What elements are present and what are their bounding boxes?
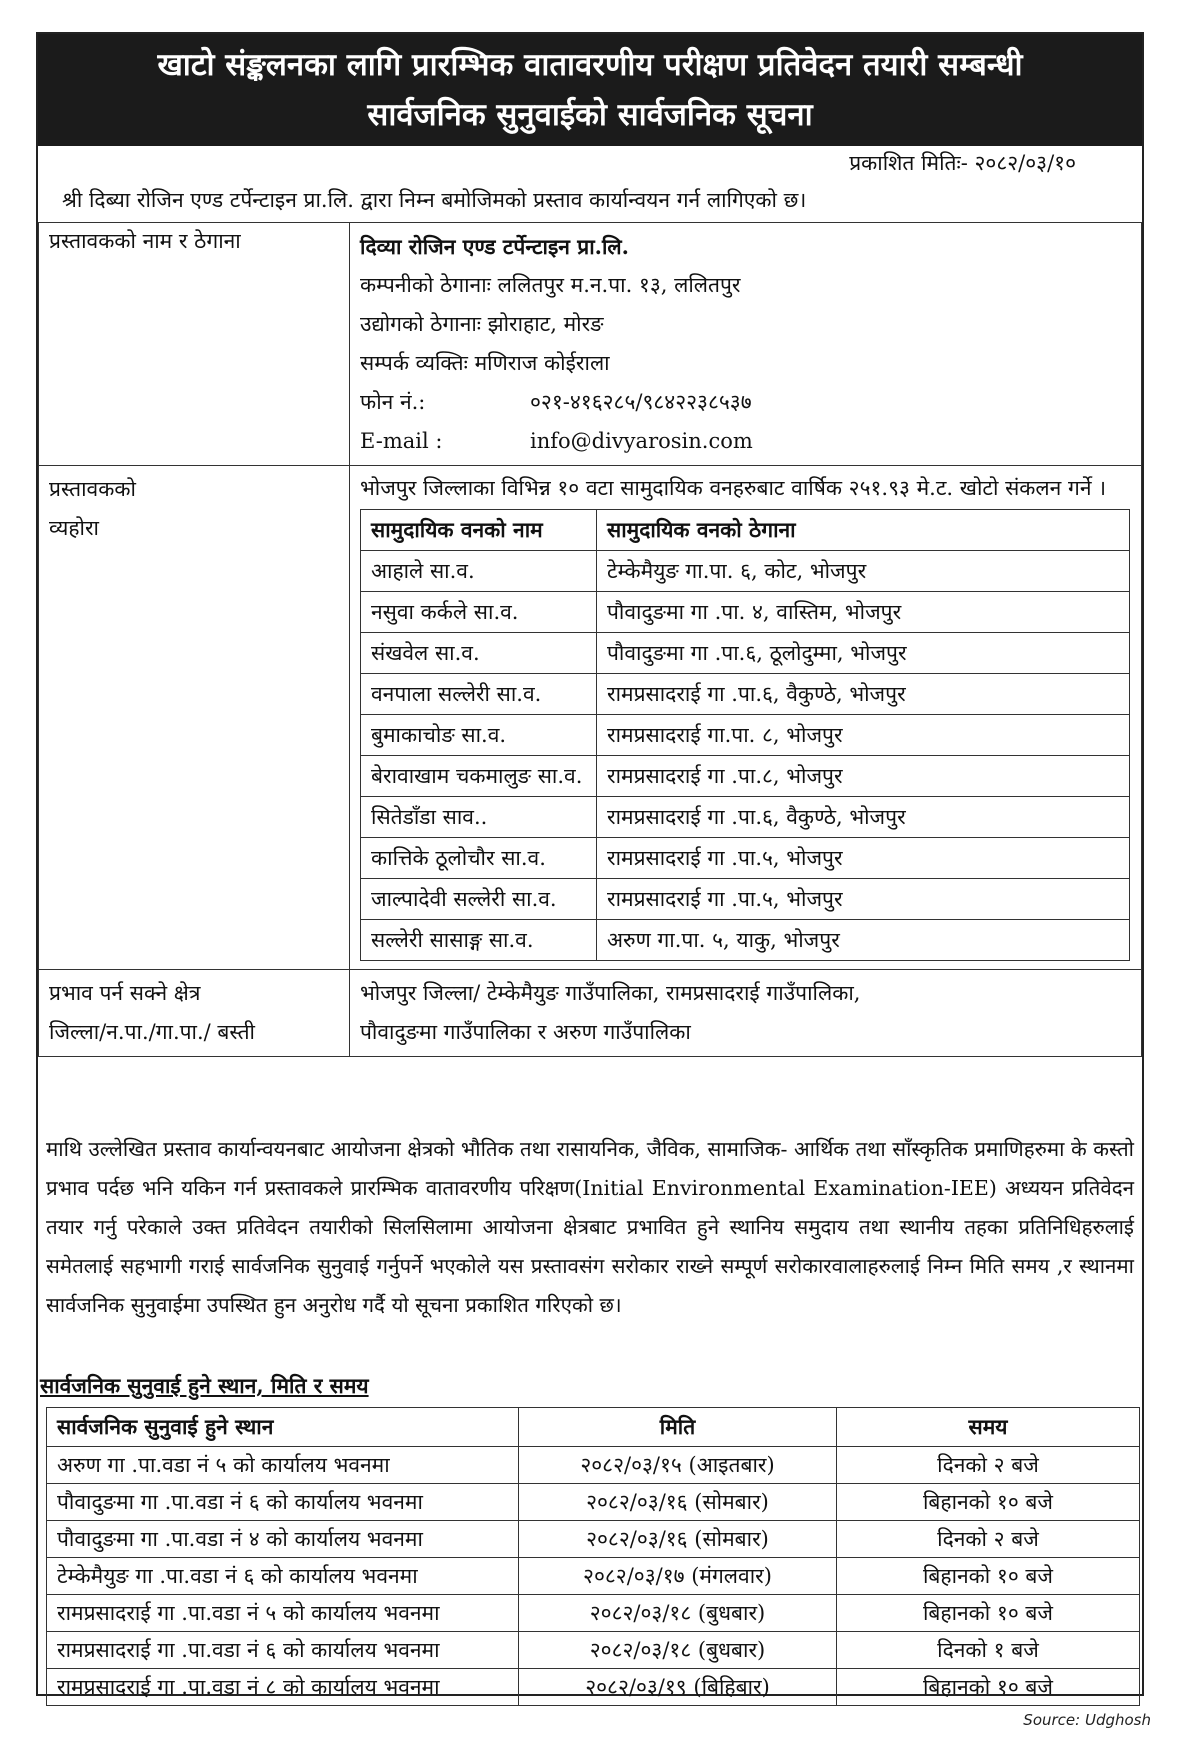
title-banner — [38, 34, 1142, 146]
forest-address: रामप्रसादराई गा .पा.५, भोजपुर — [597, 879, 1130, 920]
forest-address: पौवादुङमा गा .पा. ४, वास्तिम, भोजपुर — [597, 592, 1130, 633]
hearing-time: दिनको २ बजे — [837, 1447, 1140, 1484]
email-line — [360, 422, 1131, 461]
title-line-2: सार्वजनिक सुनुवाईको सार्वजनिक सूचना — [367, 97, 813, 133]
company-address: कम्पनीको ठेगानाः ललितपुर म.न.पा. १३, ललितपुर — [360, 273, 741, 297]
forest-address: रामप्रसादराई गा.पा. ८, भोजपुर — [597, 715, 1130, 756]
hearing-rows — [47, 1447, 1140, 1706]
forest-row — [361, 838, 1130, 879]
proponent-details — [350, 223, 1142, 466]
hearing-date: २०८२/०३/१८ (बुधबार) — [519, 1632, 837, 1669]
forest-name: जाल्पादेवी सल्लेरी सा.व. — [361, 879, 597, 920]
forest-header-address: सामुदायिक वनको ठेगाना — [597, 510, 1130, 551]
hearing-time: दिनको २ बजे — [837, 1521, 1140, 1558]
affected-area-row — [39, 970, 1142, 1057]
source-credit: Source: Udghosh — [1023, 1711, 1151, 1729]
hearing-place: पौवादुङमा गा .पा.वडा नं ४ को कार्यालय भवनमा — [47, 1521, 519, 1558]
forest-address: पौवादुङमा गा .पा.६, ठूलोदुम्मा, भोजपुर — [597, 633, 1130, 674]
forest-name: सल्लेरी सासाङ्ग सा.व. — [361, 920, 597, 961]
hearing-place: रामप्रसादराई गा .पा.वडा नं ५ को कार्यालय भवनमा — [47, 1595, 519, 1632]
forest-address: रामप्रसादराई गा .पा.६, वैकुण्ठे, भोजपुर — [597, 674, 1130, 715]
forest-row — [361, 920, 1130, 961]
hearing-time: बिहानको १० बजे — [837, 1669, 1140, 1706]
forest-name: नसुवा कर्कले सा.व. — [361, 592, 597, 633]
hearing-heading: सार्वजनिक सुनुवाई हुने स्थान, मिति र समय — [40, 1373, 369, 1398]
notice-paragraph: माथि उल्लेखित प्रस्ताव कार्यान्वयनबाट आयोजना क्षेत्रको भौतिक तथा रासायनिक, जैविक, सामाजिक- आर्थिक तथा साँस्कृतिक प्रमाणिहरुमा के कस्तो प्रभाव पर्दछ भनि यकिन गर्न प्रस्तावकले प्रारम्भिक वातावरणीय परिक्षण(Initial Environmental Examination-IEE) अध्ययन प्रतिवेदन तयार गर्नु परेकाले उक्त प्रतिवेदन तयारीको सिलसिलामा आयोजना क्षेत्रबाट प्रभावित हुने स्थानिय समुदाय तथा स्थानीय तहका प्रतिनिधिहरुलाई समेतलाई सहभागी गराई सार्वजनिक सुनुवाई गर्नुपर्ने भएकोले यस प्रस्तावसंग सरोकार राख्ने सम्पूर्ण सरोकारवालाहरुलाई निम्न मिति समय ,र स्थानमा सार्वजनिक सुनुवाईमा उपस्थित हुन अनुरोध गर्दै यो सूचना प्रकाशित गरिएको छ। — [46, 1137, 1134, 1317]
forest-table — [360, 509, 1130, 961]
hearing-row — [47, 1595, 1140, 1632]
forest-row — [361, 879, 1130, 920]
title-line-1: खाटो संङ्कलनका लागि प्रारम्भिक वातावरणीय परीक्षण प्रतिवेदन तयारी सम्बन्धी — [157, 47, 1023, 83]
email-label: E-mail : — [360, 429, 443, 453]
hearing-row — [47, 1447, 1140, 1484]
proposal-details — [350, 466, 1142, 970]
forest-address: रामप्रसादराई गा .पा.६, वैकुण्ठे, भोजपुर — [597, 797, 1130, 838]
hearing-date: २०८२/०३/१६ (सोमबार) — [519, 1484, 837, 1521]
hearing-row — [47, 1632, 1140, 1669]
forest-name: बेरावाखाम चकमालुङ सा.व. — [361, 756, 597, 797]
phone-label: फोन नं.: — [360, 390, 426, 414]
hearing-header-time: समय — [837, 1408, 1140, 1447]
notice-page — [36, 32, 1144, 1699]
proposal-label-line-2: व्यहोरा — [49, 516, 99, 540]
proposal-description: भोजपुर जिल्लाका विभिन्न १० वटा सामुदायिक वनहरुबाट वार्षिक २५१.९३ मे.ट. खोटो संकलन गर्ने । — [360, 476, 1107, 500]
affected-area-label — [39, 970, 350, 1057]
phone-line — [360, 383, 1131, 422]
hearing-time: दिनको १ बजे — [837, 1632, 1140, 1669]
forest-row — [361, 592, 1130, 633]
phone-number: ०२१-४१६२८५/९८४२२३८५३७ — [530, 390, 752, 414]
hearing-header-place: सार्वजनिक सुनुवाई हुने स्थान — [47, 1408, 519, 1447]
proposal-row — [39, 466, 1142, 970]
forest-address: रामप्रसादराई गा .पा.५, भोजपुर — [597, 838, 1130, 879]
proponent-row — [39, 223, 1142, 466]
hearing-place: रामप्रसादराई गा .पा.वडा नं ६ को कार्यालय भवनमा — [47, 1632, 519, 1669]
forest-name: आहाले सा.व. — [361, 551, 597, 592]
email-address: info@divyarosin.com — [530, 429, 753, 453]
hearing-place: टेम्केमैयुङ गा .पा.वडा नं ६ को कार्यालय भवनमा — [47, 1558, 519, 1595]
contact-person: सम्पर्क व्यक्तिः मणिराज कोईराला — [360, 351, 610, 375]
hearing-date: २०८२/०३/१५ (आइतबार) — [519, 1447, 837, 1484]
hearing-time: बिहानको १० बजे — [837, 1558, 1140, 1595]
forest-address: रामप्रसादराई गा .पा.८, भोजपुर — [597, 756, 1130, 797]
forest-row — [361, 756, 1130, 797]
published-date: प्रकाशित मितिः- २०८२/०३/१० — [849, 151, 1076, 175]
hearing-date: २०८२/०३/१६ (सोमबार) — [519, 1521, 837, 1558]
affected-area-details — [350, 970, 1142, 1057]
hearing-date: २०८२/०३/१९ (बिहिबार) — [519, 1669, 837, 1706]
hearing-table — [46, 1407, 1140, 1706]
forest-address: अरुण गा.पा. ५, याकु, भोजपुर — [597, 920, 1130, 961]
forest-name: वनपाला सल्लेरी सा.व. — [361, 674, 597, 715]
proposal-label — [39, 466, 350, 970]
hearing-header-row — [47, 1408, 1140, 1447]
affected-line-2: पौवादुङमा गाउँपालिका र अरुण गाउँपालिका — [360, 1020, 691, 1044]
company-name: दिव्या रोजिन एण्ड टर्पेन्टाइन प्रा.लि. — [360, 234, 629, 259]
forest-row — [361, 551, 1130, 592]
forest-header-name: सामुदायिक वनको नाम — [361, 510, 597, 551]
hearing-date: २०८२/०३/१७ (मंगलवार) — [519, 1558, 837, 1595]
affected-label-line-1: प्रभाव पर्न सक्ने क्षेत्र — [49, 981, 201, 1005]
proposal-table — [38, 222, 1142, 1057]
forest-row — [361, 633, 1130, 674]
hearing-time: बिहानको १० बजे — [837, 1595, 1140, 1632]
hearing-date: २०८२/०३/१८ (बुधबार) — [519, 1595, 837, 1632]
forest-row — [361, 715, 1130, 756]
intro-text: श्री दिब्या रोजिन एण्ड टर्पेन्टाइन प्रा.लि. द्वारा निम्न बमोजिमको प्रस्ताव कार्यान्वयन गर्न लागिएको छ। — [62, 188, 807, 212]
forest-address: टेम्केमैयुङ गा.पा. ६, कोट, भोजपुर — [597, 551, 1130, 592]
hearing-time: बिहानको १० बजे — [837, 1484, 1140, 1521]
hearing-row — [47, 1484, 1140, 1521]
industry-address: उद्योगको ठेगानाः झोराहाट, मोरङ — [360, 312, 604, 336]
forest-rows — [361, 551, 1130, 961]
forest-name: बुमाकाचोङ सा.व. — [361, 715, 597, 756]
forest-name: सितेडाँडा साव.. — [361, 797, 597, 838]
hearing-place: पौवादुङमा गा .पा.वडा नं ६ को कार्यालय भवनमा — [47, 1484, 519, 1521]
forest-name: कात्तिके ठूलोचौर सा.व. — [361, 838, 597, 879]
hearing-row — [47, 1558, 1140, 1595]
forest-name: संखवेल सा.व. — [361, 633, 597, 674]
affected-label-line-2: जिल्ला/न.पा./गा.पा./ बस्ती — [49, 1020, 255, 1044]
forest-header-row — [361, 510, 1130, 551]
forest-row — [361, 674, 1130, 715]
proponent-label: प्रस्तावकको नाम र ठेगाना — [39, 223, 350, 466]
affected-line-1: भोजपुर जिल्ला/ टेम्केमैयुङ गाउँपालिका, रामप्रसादराई गाउँपालिका, — [360, 981, 861, 1005]
hearing-row — [47, 1521, 1140, 1558]
hearing-row — [47, 1669, 1140, 1706]
forest-row — [361, 797, 1130, 838]
hearing-header-date: मिति — [519, 1408, 837, 1447]
hearing-place: अरुण गा .पा.वडा नं ५ को कार्यालय भवनमा — [47, 1447, 519, 1484]
proposal-label-line-1: प्रस्तावकको — [49, 477, 136, 501]
hearing-place: रामप्रसादराई गा .पा.वडा नं ८ को कार्यालय भवनमा — [47, 1669, 519, 1706]
